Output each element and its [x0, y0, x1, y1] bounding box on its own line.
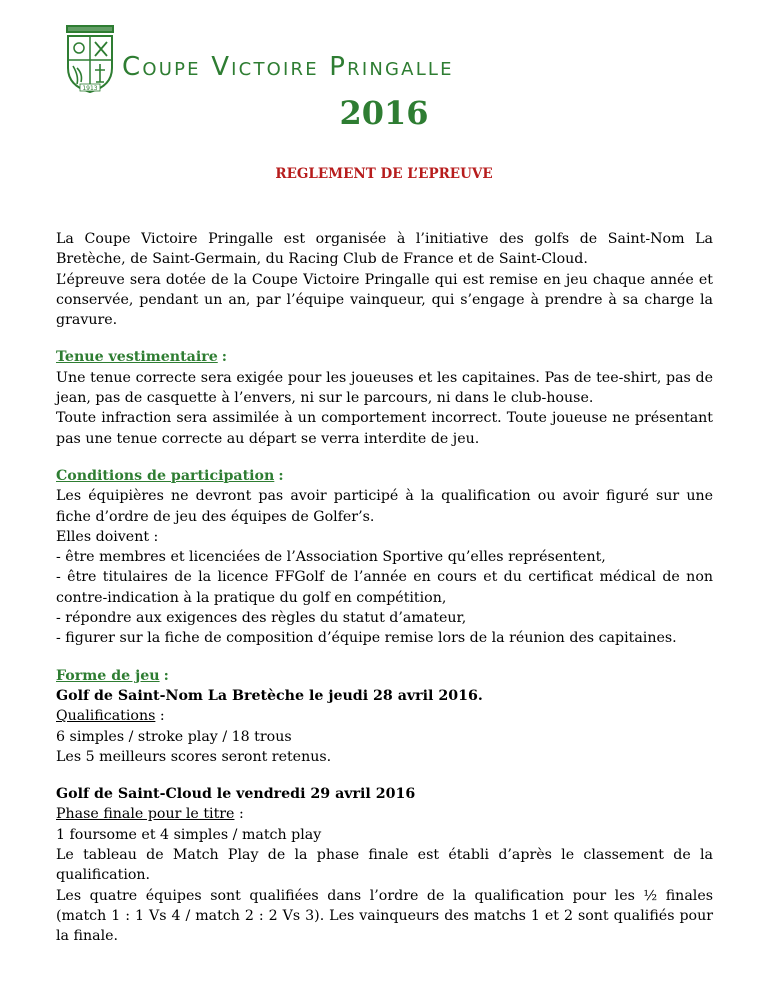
conditions-item-2: - être titulaires de la licence FFGolf de l’année en cours et du certificat médical de non contre-indication à la pratique du golf en compétition,: [56, 569, 713, 606]
tenue-paragraph-1: Une tenue correcte sera exigée pour les joueuses et les capitaines. Pas de tee-shirt, pas de jean, pas de casquette à l’envers, ni sur le parcours, ni dans le club-house.: [56, 369, 713, 407]
finale-line-1: 1 foursome et 4 simples / match play: [56, 826, 322, 843]
logo-year: 1913: [82, 85, 98, 92]
section-colon: :: [163, 667, 169, 684]
section-heading-tenue: [56, 347, 713, 367]
venue-saint-cloud: Golf de Saint-Cloud le vendredi 29 avril 2016: [56, 786, 416, 803]
section-heading-forme: [56, 666, 713, 686]
tenue-paragraph-2: Toute infraction sera assimilée à un comportement incorrect. Toute joueuse ne présentant pas une tenue correcte au départ se verra interdite de jeu.: [56, 410, 713, 447]
conditions-item-3: - répondre aux exigences des règles du statut d’amateur,: [56, 610, 467, 627]
conditions-item-1: - être membres et licenciées de l’Association Sportive qu’elles représentent,: [56, 549, 606, 566]
section-title-conditions: Conditions de participation: [56, 467, 275, 484]
section-colon: :: [278, 467, 284, 484]
golf-club-emblem-icon: [64, 24, 116, 94]
section-colon: :: [221, 349, 227, 366]
section-title-tenue: Tenue vestimentaire: [56, 349, 218, 366]
section-heading-conditions: [56, 466, 713, 486]
finale-line-3: Les quatre équipes sont qualifiées dans l’ordre de la qualification pour les ½ finales (match 1 : 1 Vs 4 / match 2 : 2 Vs 3). Les vainqueurs des matchs 1 et 2 sont qualifiés pour la finale.: [56, 887, 713, 945]
qualifications-label: Qualifications: [56, 708, 156, 725]
conditions-item-4: - figurer sur la fiche de composition d’équipe remise lors de la réunion des capitaines.: [56, 630, 677, 647]
section-title-forme: Forme de jeu: [56, 667, 160, 684]
conditions-paragraph-1: Les équipières ne devront pas avoir participé à la qualification ou avoir figuré sur une fiche d’ordre de jeu des équipes de Golfer’s.: [56, 488, 713, 525]
venue-saint-nom: Golf de Saint-Nom La Bretèche le jeudi 28 avril 2016.: [56, 687, 483, 704]
intro-paragraph-2: L’épreuve sera dotée de la Coupe Victoire Pringalle qui est remise en jeu chaque année et conservée, pendant un an, par l’équipe vainqueur, qui s’engage à prendre à sa charge la gravure.: [56, 271, 713, 329]
document-subtitle: REGLEMENT DE L’EPREUVE: [275, 166, 493, 182]
qualifications-line-2: Les 5 meilleurs scores seront retenus.: [56, 748, 332, 765]
finale-label: Phase finale pour le titre: [56, 806, 235, 823]
intro-paragraph-1: La Coupe Victoire Pringalle est organisée à l’initiative des golfs de Saint-Nom La Bretèche, de Saint-Germain, du Racing Club de France et de Saint-Cloud.: [56, 231, 713, 268]
conditions-paragraph-2: Elles doivent :: [56, 528, 159, 545]
finale-line-2: Le tableau de Match Play de la phase finale est établi d’après le classement de la qualification.: [56, 847, 713, 884]
edition-year: 2016: [339, 94, 429, 132]
brand-title: Coupe Victoire Pringalle: [122, 52, 454, 82]
qualifications-line-1: 6 simples / stroke play / 18 trous: [56, 728, 292, 745]
qualifications-heading: [56, 706, 713, 726]
rules-body: [56, 229, 713, 947]
club-logo: [64, 24, 116, 94]
finale-heading: [56, 804, 713, 824]
qualifications-colon: :: [155, 708, 165, 725]
finale-colon: :: [234, 806, 244, 823]
